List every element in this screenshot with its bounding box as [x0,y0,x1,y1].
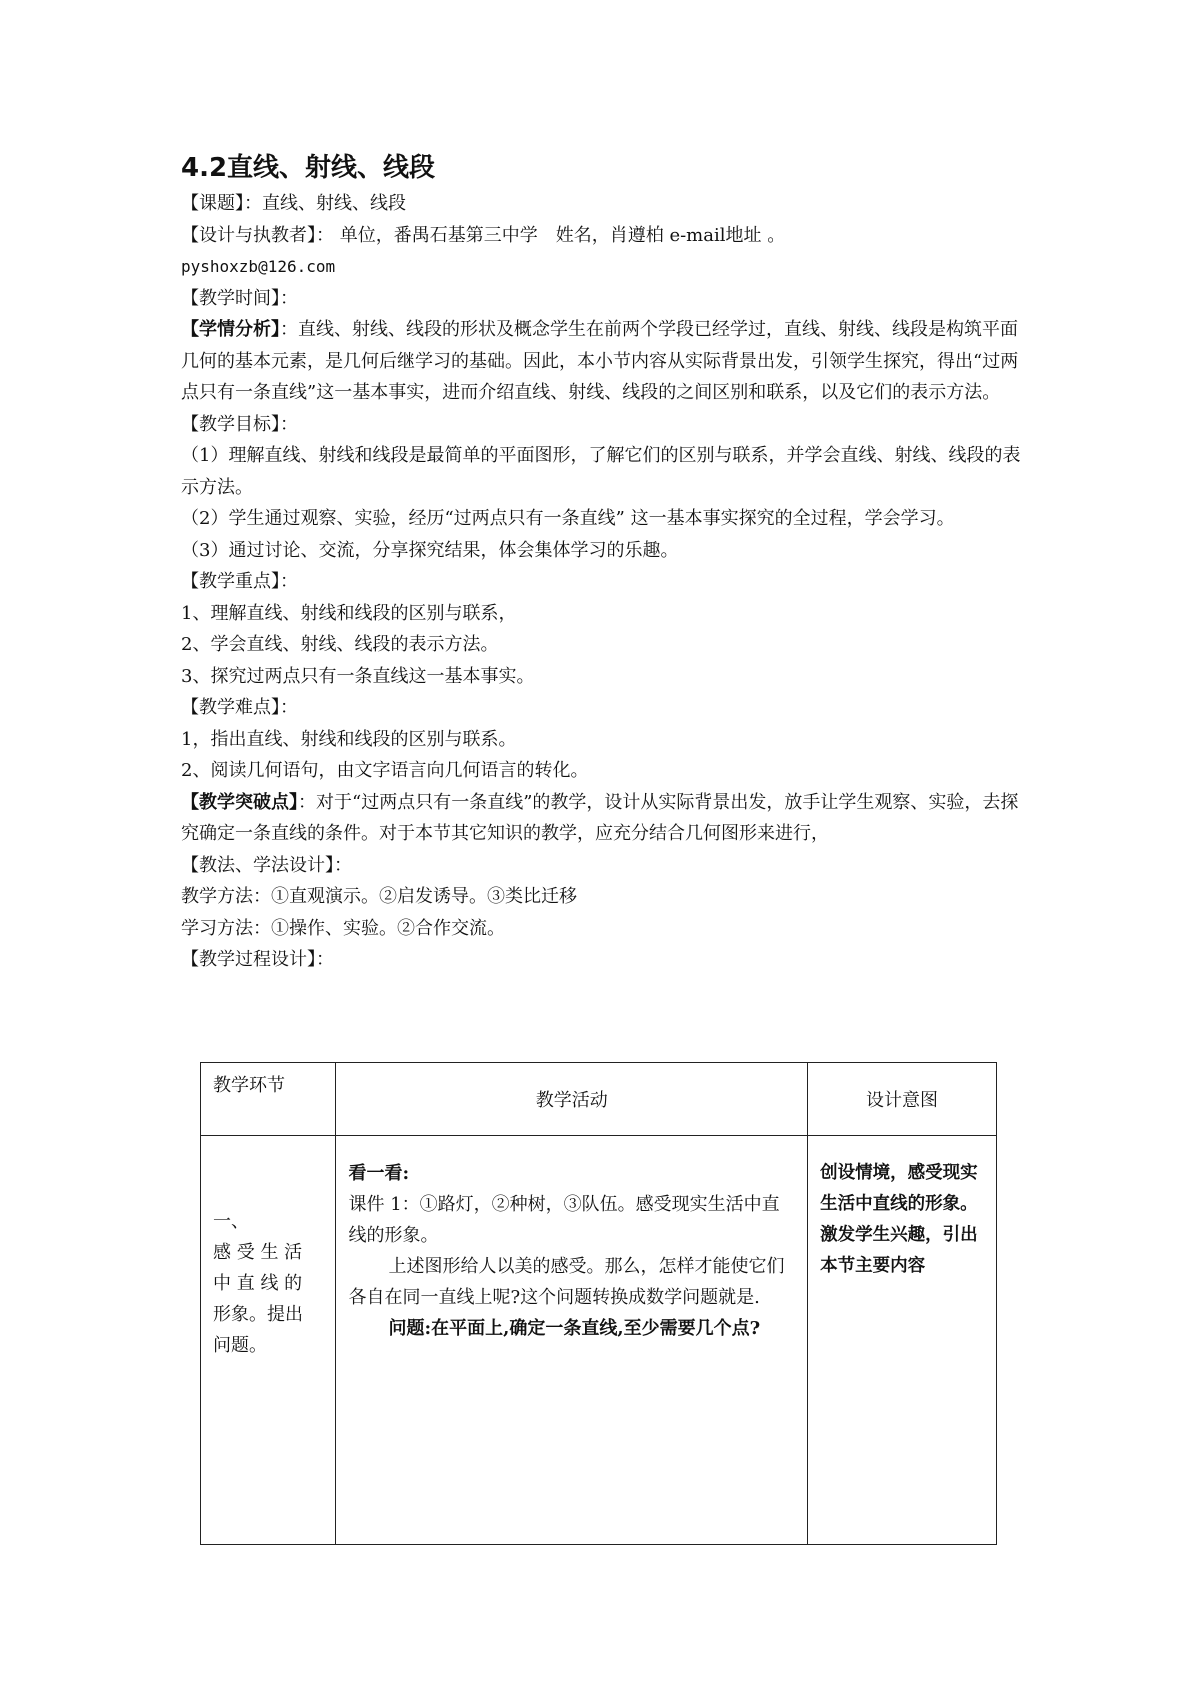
teaching-methods: 教学方法：①直观演示。②启发诱导。③类比迁移 [181,886,577,907]
header-stage: 教学环节 [201,1063,336,1136]
breakthrough-text: ：对于“过两点只有一条直线”的教学，设计从实际背景出发，放手让学生观察、实验，去探究确定一条直线的条件。对于本节其它知识的教学，应充分结合几何图形来进行， [181,791,1019,844]
designer-line: 【设计与执教者】： 单位，番禺石基第三中学 姓名，肖遵柏 e-mail地址 。 [181,224,786,246]
difficulty-item: 2、阅读几何语句，由文字语言向几何语言的转化。 [181,760,589,781]
stage-cell [201,1136,336,1545]
intent-paragraph: 创设情境，感受现实生活中直线的形象。 [820,1163,978,1214]
table-header-row [201,1063,997,1136]
activity-question: 问题:在平面上,确定一条直线,至少需要几个点? [388,1318,761,1339]
breakthrough-paragraph [181,787,1021,850]
time-line: 【教学时间】： [181,287,298,309]
analysis-paragraph [181,314,1021,409]
intent-paragraph: 激发学生兴趣，引出本节主要内容 [820,1225,978,1276]
activity-title: 看一看: [348,1163,410,1184]
goals-heading: 【教学目标】： [181,413,298,435]
breakthrough-label: 【教学突破点】 [181,791,298,813]
key-point-item: 1、理解直线、射线和线段的区别与联系， [181,602,517,624]
email-line: pyshoxzb@126.com [181,257,336,276]
key-point-item: 3、探究过两点只有一条直线这一基本事实。 [181,665,535,687]
table-row [201,1136,997,1545]
process-heading: 【教学过程设计】： [181,949,334,970]
stage-line: 问题。 [213,1335,267,1356]
analysis-text: ：直线、射线、线段的形状及概念学生在前两个学段已经学过，直线、射线、线段是构筑平面几何的基本元素，是几何后继学习的基础。因此，本小节内容从实际背景出发，引领学生探究，得出“过两点只有一条直线”这一基本事实，进而介绍直线、射线、线段的之间区别和联系，以及它们的表示方法。 [181,319,1019,403]
topic-line: 【课题】：直线、射线、线段 [181,193,406,214]
key-points-heading: 【教学重点】： [181,571,298,592]
process-table [200,1062,997,1545]
stage-line: 形象。提出 [213,1304,303,1325]
stage-line: 感 受 生 活 [213,1242,303,1263]
intent-cell [808,1136,997,1545]
document-page [181,150,1021,976]
key-point-item: 2、学会直线、射线、线段的表示方法。 [181,634,499,655]
goal-item: （3）通过讨论、交流，分享探究结果，体会集体学习的乐趣。 [181,539,679,561]
goal-item: （1）理解直线、射线和线段是最简单的平面图形，了解它们的区别与联系，并学会直线、射线、线段的表示方法。 [181,445,1021,498]
difficulties-heading: 【教学难点】： [181,697,298,718]
activity-cell [336,1136,808,1545]
methods-heading: 【教法、学法设计】： [181,854,352,876]
page-title: 4.2直线、射线、线段 [181,153,436,183]
stage-line: 一、 [213,1211,249,1232]
header-intent: 设计意图 [808,1063,997,1136]
goal-item: （2）学生通过观察、实验，经历“过两点只有一条直线” 这一基本事实探究的全过程，学会学习。 [181,508,955,529]
learning-methods: 学习方法：①操作、实验。②合作交流。 [181,917,505,939]
analysis-label: 【学情分析】 [181,319,280,340]
difficulty-item: 1，指出直线、射线和线段的区别与联系。 [181,728,517,750]
activity-paragraph: 课件 1：①路灯，②种树，③队伍。感受现实生活中直线的形象。 [348,1194,780,1246]
activity-paragraph: 上述图形给人以美的感受。那么，怎样才能使它们各自在同一直线上呢?这个问题转换成数学问题就是. [348,1256,785,1308]
header-activity: 教学活动 [336,1063,808,1136]
stage-line: 中 直 线 的 [213,1273,303,1294]
